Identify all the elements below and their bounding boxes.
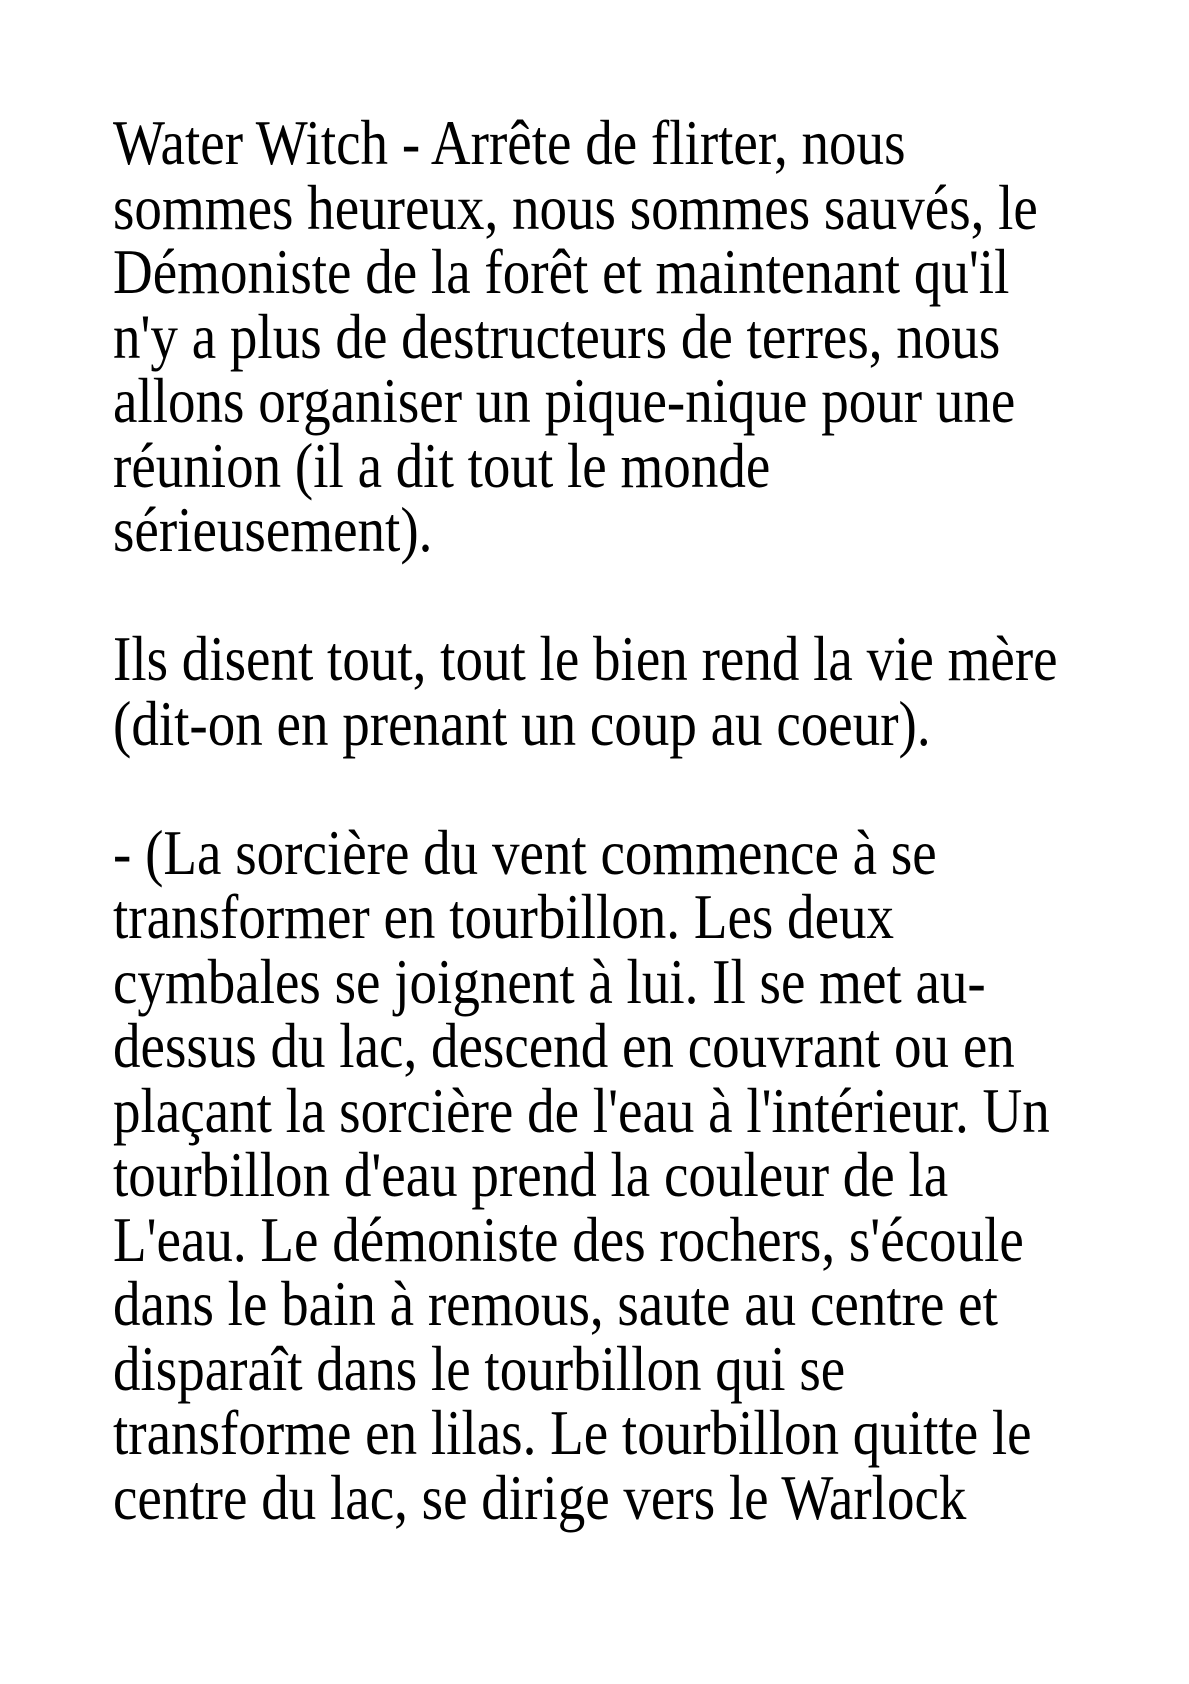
- text-line: transforme en lilas. Le tourbillon quitte le: [113, 1397, 1032, 1468]
- page-text: [113, 107, 1188, 1533]
- text-line: (dit-on en prenant un coup au coeur).: [113, 687, 931, 759]
- text-line: centre du lac, se dirige vers le Warlock: [113, 1461, 967, 1533]
- text-line: Ils disent tout, tout le bien rend la vie mère: [113, 623, 1058, 694]
- text-line: sérieusement).: [113, 494, 433, 565]
- text-line: allons organiser un pique-nique pour une: [113, 365, 1016, 436]
- text-line: Démoniste de la forêt et maintenant qu'il: [113, 236, 1010, 307]
- paragraph-water-witch-dialogue: [113, 107, 1188, 565]
- text-line: dessus du lac, descend en couvrant ou en: [113, 1010, 1015, 1081]
- text-line: transformer en tourbillon. Les deux: [113, 881, 895, 952]
- text-line: dans le bain à remous, saute au centre et: [113, 1268, 998, 1339]
- text-line: n'y a plus de destructeurs de terres, nous: [113, 300, 1001, 372]
- text-line: réunion (il a dit tout le monde: [113, 429, 771, 501]
- paragraph-group-dialogue: [113, 623, 1188, 759]
- text-line: L'eau. Le démoniste des rochers, s'écoule: [113, 1203, 1024, 1275]
- text-line: cymbales se joignent à lui. Il se met au-: [113, 945, 986, 1017]
- text-line: Water Witch - Arrête de flirter, nous: [113, 107, 906, 178]
- text-line: disparaît dans le tourbillon qui se: [113, 1332, 846, 1404]
- text-line: sommes heureux, nous sommes sauvés, le: [113, 171, 1038, 243]
- paragraph-narration: [113, 816, 1188, 1533]
- text-line: plaçant la sorcière de l'eau à l'intérieur. Un: [113, 1074, 1050, 1146]
- text-line: tourbillon d'eau prend la couleur de la: [113, 1139, 949, 1210]
- text-line: - (La sorcière du vent commence à se: [113, 816, 937, 888]
